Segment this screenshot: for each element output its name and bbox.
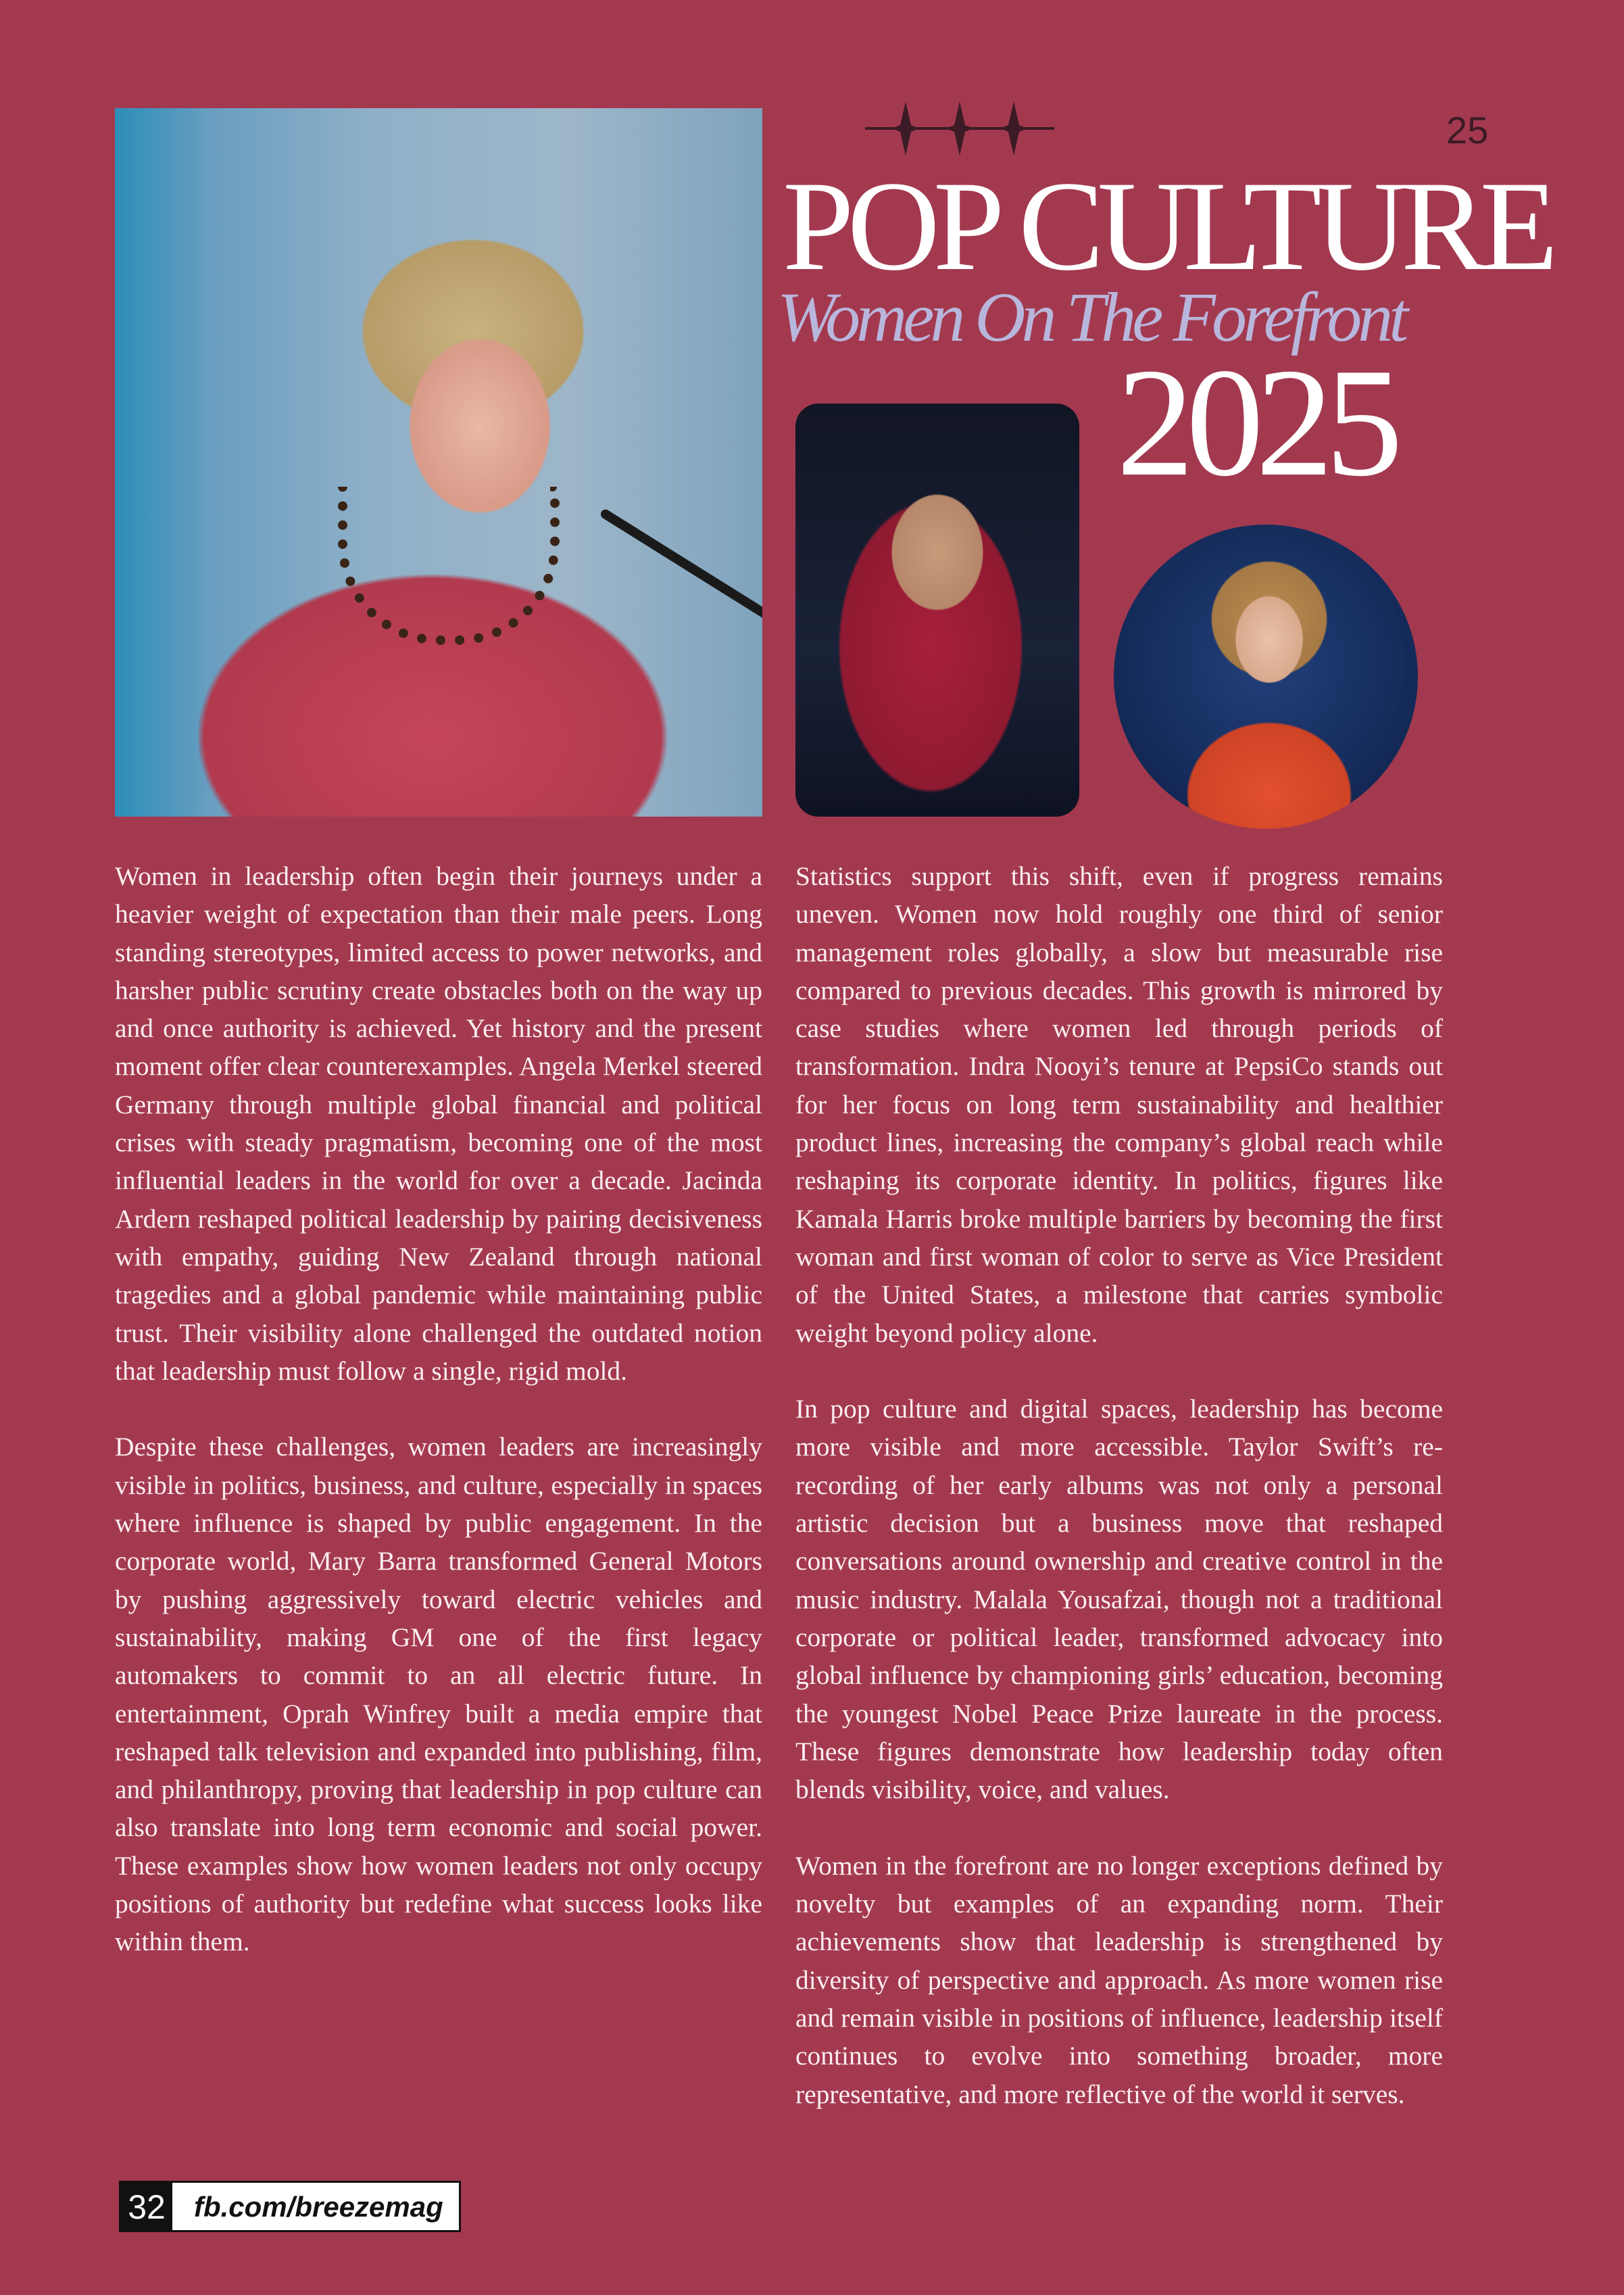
footer-page-number: 32	[121, 2183, 172, 2230]
page-number-top: 25	[1446, 109, 1489, 151]
photo-angela-merkel	[115, 108, 762, 817]
footer-url-link[interactable]: fb.com/breezemag	[172, 2183, 459, 2230]
three-stars-icon	[865, 95, 1054, 162]
article-left-column	[115, 857, 762, 1999]
microphone-detail	[599, 508, 762, 630]
footer-badge	[119, 2181, 461, 2232]
article-paragraph: Despite these challenges, women leaders are increasingly visible in politics, business, and culture, especially in spaces where influence is shaped by public engagement. In the corporate world, Mary Barra transformed General Motors by pushing aggressively toward electric vehicles and sustainability, making GM one of the first legacy automakers to commit to an all electric future. In entertainment, Oprah Winfrey built a media empire that reshaped talk television and expanded into publishing, film, and philanthropy, proving that leadership in pop culture can also translate into long term economic and social power. These examples show how women leaders not only occupy positions of authority but redefine what success looks like within them.	[115, 1432, 762, 1957]
article-right-column	[795, 857, 1443, 2151]
section-subtitle: Women On The Forefront	[777, 279, 1405, 356]
necklace-detail	[338, 487, 560, 645]
article-paragraph: Statistics support this shift, even if progress remains uneven. Women now hold roughly one third of senior management roles globally, a slow but measurable rise compared to previous decades. This growth is mirrored by case studies where women led through periods of transformation. Indra Nooyi’s tenure at PepsiCo stands out for her focus on long term sustainability and healthier product lines, increasing the company’s global reach while reshaping its corporate identity. In politics, figures like Kamala Harris broke multiple barriers by becoming the first woman and first woman of color to serve as Vice President of the United States, a milestone that carries symbolic weight beyond policy alone.	[795, 861, 1443, 1348]
photo-malala-yousafzai	[795, 404, 1079, 817]
article-paragraph: In pop culture and digital spaces, leadership has become more visible and more accessible. Taylor Swift’s re-recording of her early albums was not only a personal artistic decision but a business move that reshaped conversations around ownership and creative control in the music industry. Malala Yousafzai, though not a traditional corporate or political leader, transformed advocacy into global influence by championing girls’ education, becoming the youngest Nobel Peace Prize laureate in the process. These figures demonstrate how leadership today often blends visibility, voice, and values.	[795, 1394, 1443, 1805]
article-paragraph: Women in leadership often begin their journeys under a heavier weight of expectation than their male peers. Long standing stereotypes, limited access to power networks, and harsher public scrutiny create obstacles both on the way up and once authority is achieved. Yet history and the present moment offer clear counterexamples. Angela Merkel steered Germany through multiple global financial and political crises with steady pragmatism, becoming one of the most influential leaders in the world for over a decade. Jacinda Ardern reshaped political leadership by pairing decisiveness with empathy, guiding New Zealand through national tragedies and a global pandemic while maintaining public trust. Their visibility alone challenged the outdated notion that leadership must follow a single, rigid mold.	[115, 861, 762, 1386]
section-year: 2025	[1116, 336, 1395, 508]
article-paragraph: Women in the forefront are no longer exceptions defined by novelty but examples of an expanding norm. Their achievements show that leadership is strengthened by diversity of perspective and approach. As more women rise and remain visible in positions of influence, leadership itself continues to evolve into something broader, more representative, and more reflective of the world it serves.	[795, 1850, 1443, 2109]
section-title: POP CULTURE	[783, 155, 1552, 297]
photo-mary-barra	[1114, 525, 1418, 829]
